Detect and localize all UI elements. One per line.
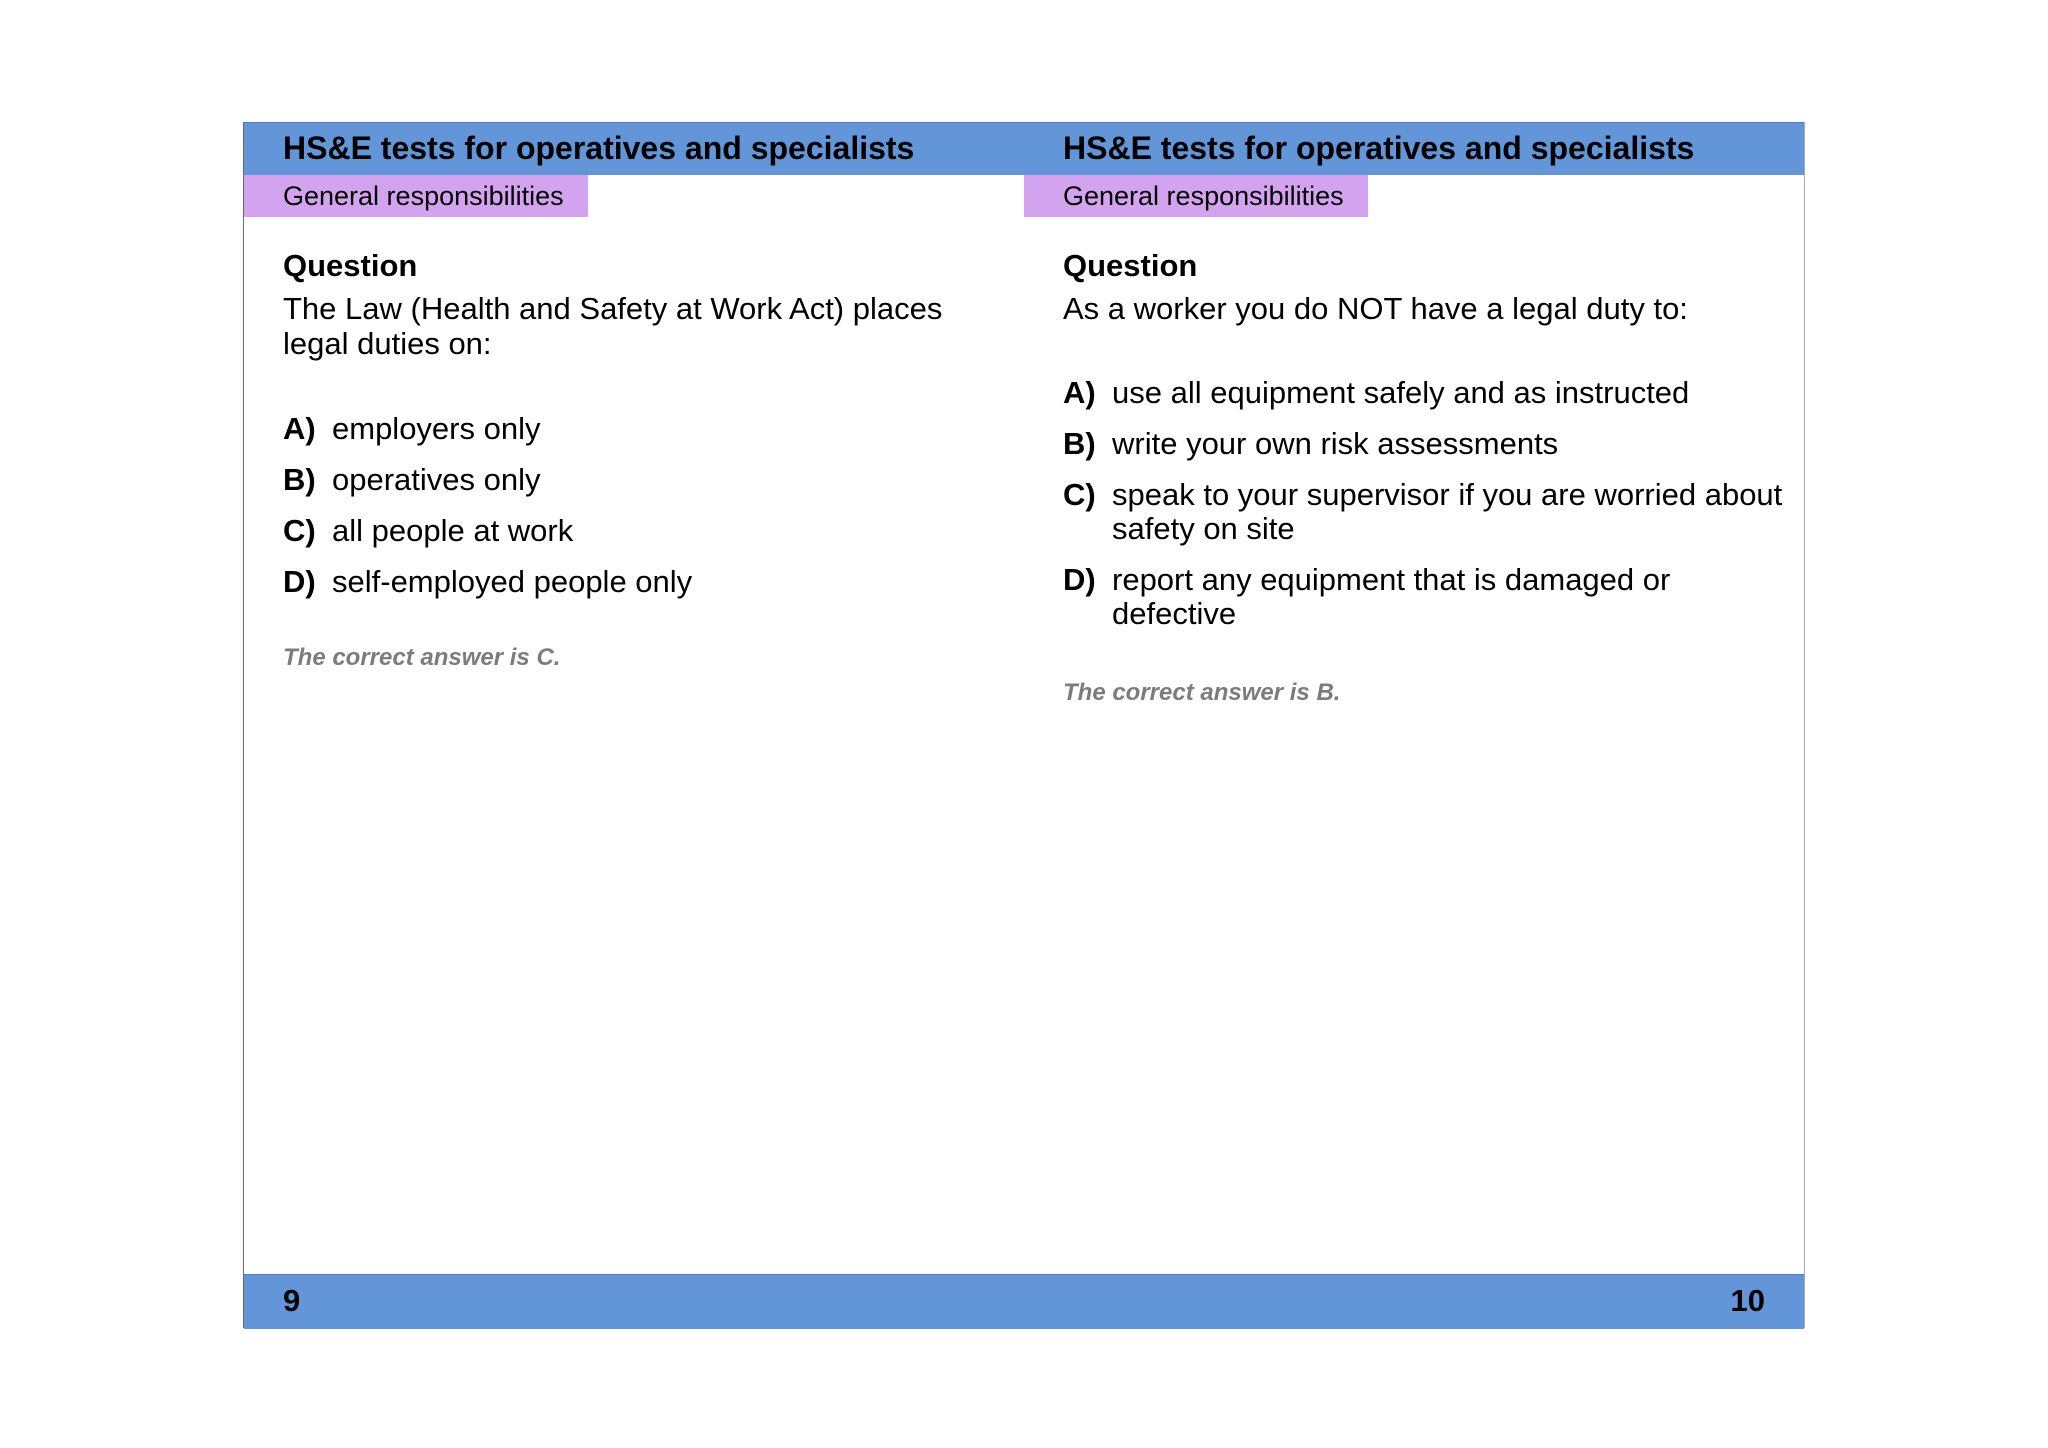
answer-text: speak to your supervisor if you are worried about safety on site xyxy=(1112,477,1783,546)
answer-option-d xyxy=(1063,563,1783,631)
answer-text: use all equipment safely and as instructed xyxy=(1112,375,1690,410)
answer-text: operatives only xyxy=(332,462,541,497)
answer-text: report any equipment that is damaged or defective xyxy=(1112,562,1671,631)
question-heading: Question xyxy=(1063,248,1198,283)
page-footer-bar xyxy=(244,1274,1024,1329)
answer-letter: A) xyxy=(283,411,316,446)
answer-option-b xyxy=(283,463,1003,497)
correct-answer-note: The correct answer is B. xyxy=(1063,679,1341,706)
section-tag-label: General responsibilities xyxy=(283,181,564,211)
answer-letter: B) xyxy=(283,462,316,497)
answer-letter: D) xyxy=(283,564,316,599)
page-number: 9 xyxy=(283,1283,301,1318)
page-header-title: HS&E tests for operatives and specialists xyxy=(1063,130,1695,166)
answer-letter: D) xyxy=(1063,562,1096,597)
section-tag xyxy=(1024,175,1368,217)
answer-option-c xyxy=(283,514,1003,548)
answer-text: all people at work xyxy=(332,513,574,548)
section-tag-label: General responsibilities xyxy=(1063,181,1344,211)
question-text: The Law (Health and Safety at Work Act) places legal duties on: xyxy=(283,291,943,361)
answer-list xyxy=(283,412,1003,616)
section-tag xyxy=(244,175,588,217)
answer-letter: A) xyxy=(1063,375,1096,410)
page-left xyxy=(243,122,1025,1328)
page-header-bar xyxy=(244,122,1024,175)
answer-option-a xyxy=(283,412,1003,446)
answer-option-c xyxy=(1063,478,1783,546)
question-text: As a worker you do NOT have a legal duty to: xyxy=(1063,291,1688,326)
answer-letter: B) xyxy=(1063,426,1096,461)
page-footer-bar xyxy=(1024,1274,1804,1329)
page-header-title: HS&E tests for operatives and specialists xyxy=(283,130,915,166)
answer-letter: C) xyxy=(1063,477,1096,512)
question-heading: Question xyxy=(283,248,418,283)
page-right xyxy=(1024,122,1805,1328)
answer-text: employers only xyxy=(332,411,541,446)
answer-option-b xyxy=(1063,427,1783,461)
answer-option-a xyxy=(1063,376,1783,410)
answer-option-d xyxy=(283,565,1003,599)
page-header-bar xyxy=(1024,122,1804,175)
correct-answer-note: The correct answer is C. xyxy=(283,644,561,671)
answer-text: write your own risk assessments xyxy=(1112,426,1559,461)
answer-letter: C) xyxy=(283,513,316,548)
page-number: 10 xyxy=(1730,1283,1765,1318)
answer-text: self-employed people only xyxy=(332,564,693,599)
answer-list xyxy=(1063,376,1783,648)
book-spread xyxy=(243,122,1805,1328)
